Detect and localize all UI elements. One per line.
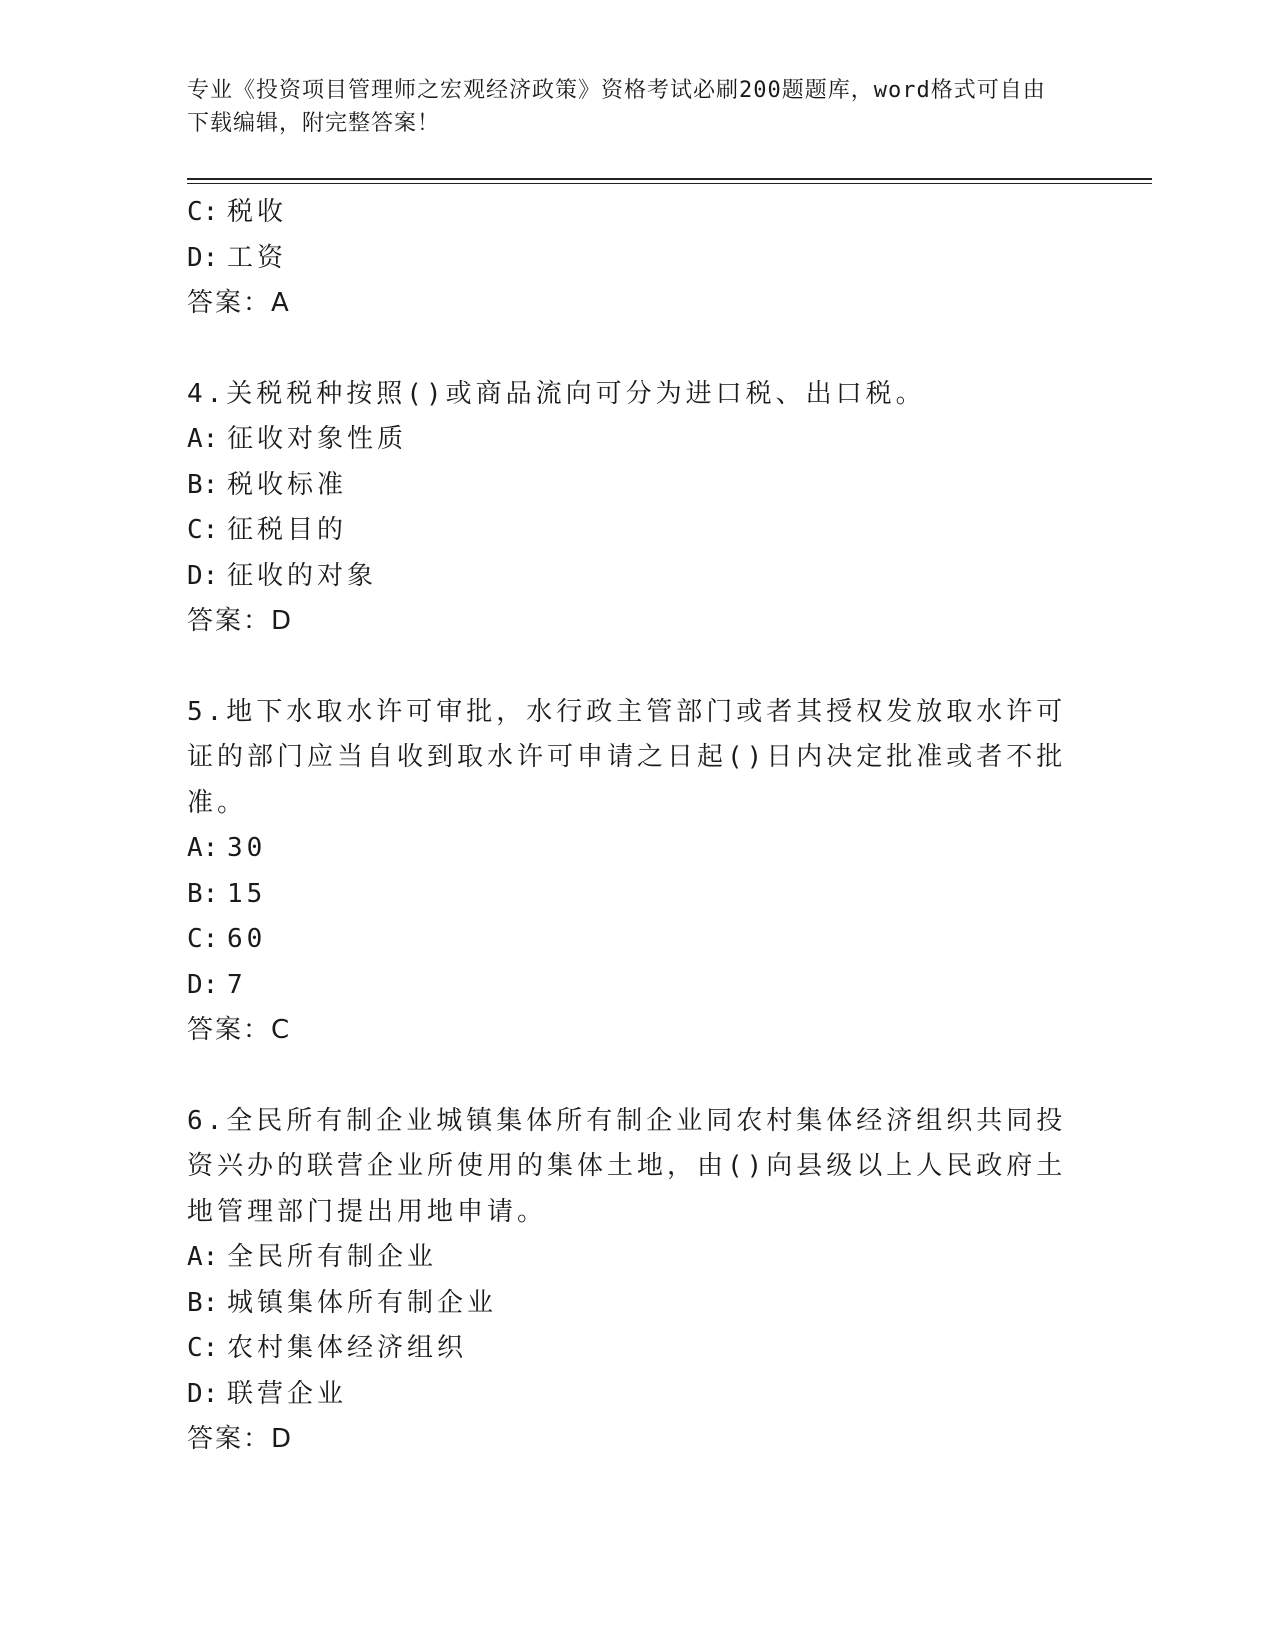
option-c: C: 60: [187, 924, 267, 954]
question-3-continuation: [187, 190, 1067, 327]
option-a: A: 征收对象性质: [187, 424, 408, 454]
question-content: [187, 190, 1067, 1463]
option-c: C: 农村集体经济组织: [187, 1333, 468, 1363]
option-c: C: 税收: [187, 197, 288, 227]
header-divider-thin: [187, 183, 1152, 184]
question-stem: 6.全民所有制企业城镇集体所有制企业同农村集体经济组织共同投资兴办的联营企业所使用的集体土地，由()向县级以上人民政府土地管理部门提出用地申请。: [187, 1105, 1067, 1227]
header-divider-thick: [187, 178, 1152, 180]
option-d: D: 征收的对象: [187, 560, 378, 591]
option-b: B: 城镇集体所有制企业: [187, 1287, 498, 1318]
spacer: [187, 645, 1067, 690]
spacer: [187, 327, 1067, 372]
option-b: B: 15: [187, 878, 267, 909]
option-d: D: 联营企业: [187, 1378, 348, 1409]
question-stem: 4.关税税种按照()或商品流向可分为进口税、出口税。: [187, 378, 926, 409]
option-b: B: 税收标准: [187, 469, 348, 500]
option-a: A: 30: [187, 833, 267, 863]
page-header: 专业《投资项目管理师之宏观经济政策》资格考试必刷200题题库，word格式可自由下载编辑，附完整答案！: [187, 78, 1046, 136]
answer: 答案：D: [187, 606, 294, 636]
question-5: [187, 690, 1067, 1054]
spacer: [187, 1054, 1067, 1099]
option-a: A: 全民所有制企业: [187, 1242, 438, 1272]
question-stem: 5.地下水取水许可审批，水行政主管部门或者其授权发放取水许可证的部门应当自收到取水许可申请之日起()日内决定批准或者不批准。: [187, 696, 1067, 818]
answer: 答案：C: [187, 1015, 292, 1045]
answer: 答案：D: [187, 1424, 294, 1454]
question-4: [187, 372, 1067, 645]
option-d: D: 7: [187, 969, 247, 1000]
question-6: [187, 1099, 1067, 1463]
answer: 答案：A: [187, 288, 291, 318]
option-d: D: 工资: [187, 242, 288, 273]
option-c: C: 征税目的: [187, 515, 348, 545]
